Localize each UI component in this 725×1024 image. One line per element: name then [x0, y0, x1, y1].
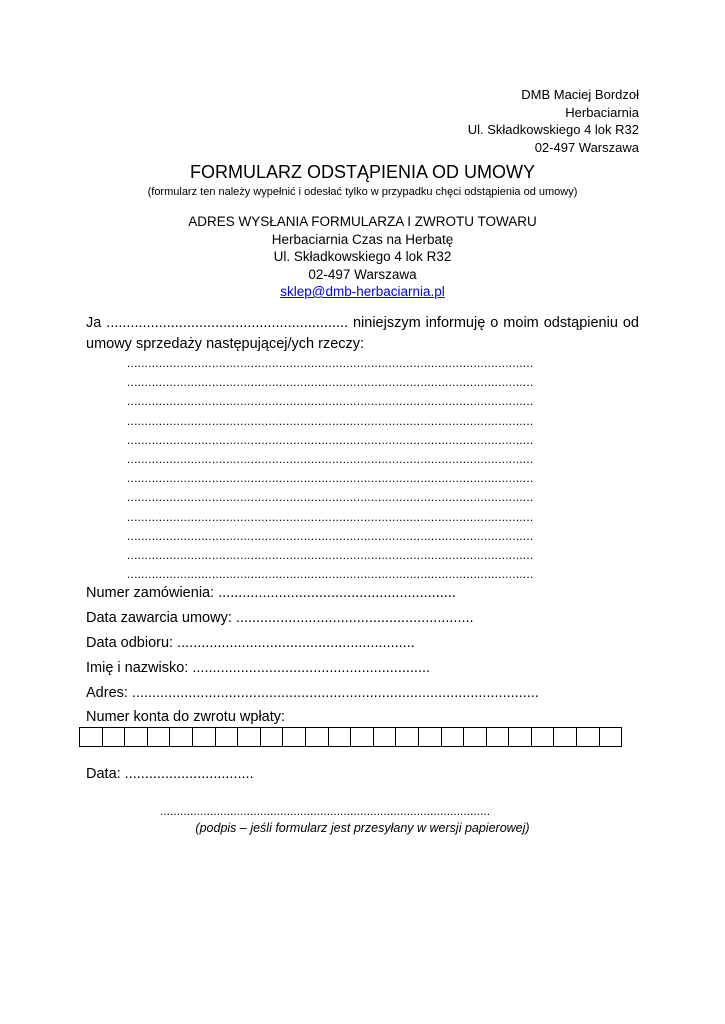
- item-line: ...................................................................................................................: [127, 451, 534, 466]
- signature-line: ...................................................................................................: [160, 804, 491, 818]
- item-line: ...................................................................................................................: [127, 471, 534, 486]
- account-digit-box: [396, 727, 419, 747]
- account-digit-box: [261, 727, 284, 747]
- account-digit-box: [125, 727, 148, 747]
- account-digit-box: [306, 727, 329, 747]
- item-line: ...................................................................................................................: [127, 356, 534, 370]
- sender-company: Herbaciarnia: [565, 104, 639, 120]
- item-line: ...................................................................................................................: [127, 490, 534, 505]
- full-name-field: Imię i nazwisko: ...........................................................: [86, 660, 431, 676]
- item-line: ...................................................................................................................: [127, 394, 534, 409]
- declaration-text: Ja ............................................................ niniejszym informuję o moim odstąpieniu od umowy sprzedaży następującej/ych rzeczy:: [86, 315, 639, 352]
- item-line: ...................................................................................................................: [127, 375, 534, 390]
- account-digit-box: [600, 727, 623, 747]
- sender-street: Ul. Składkowskiego 4 lok R32: [467, 122, 639, 137]
- account-digit-box: [148, 727, 171, 747]
- account-digit-box: [487, 727, 510, 747]
- shipping-email-link[interactable]: sklep@dmb-herbaciarnia.pl: [280, 284, 445, 299]
- shipping-heading: ADRES WYSŁANIA FORMULARZA I ZWROTU TOWARU: [188, 214, 537, 229]
- account-digit-box: [80, 727, 103, 747]
- pickup-date-field: Data odbioru: ...........................................................: [86, 635, 415, 651]
- item-line: ...................................................................................................................: [127, 547, 534, 562]
- account-digit-box: [509, 727, 532, 747]
- account-number-grid: [79, 727, 622, 747]
- address-field: Adres: .....................................................................................................: [86, 685, 539, 701]
- date-field: Data: ................................: [86, 766, 254, 782]
- shipping-name: Herbaciarnia Czas na Herbatę: [271, 231, 454, 247]
- form-subtitle: (formularz ten należy wypełnić i odesłać tylko w przypadku chęci odstąpienia od umowy): [147, 186, 578, 198]
- account-digit-box: [193, 727, 216, 747]
- account-number-label: Numer konta do zwrotu wpłaty:: [86, 709, 286, 725]
- account-digit-box: [374, 727, 397, 747]
- order-number-field: Numer zamówienia: ...........................................................: [86, 585, 456, 601]
- sender-address: [468, 86, 639, 156]
- item-line: ...................................................................................................................: [127, 509, 534, 524]
- account-digit-box: [351, 727, 374, 747]
- contract-date-field: Data zawarcia umowy: ...........................................................: [86, 610, 474, 626]
- form-title: FORMULARZ ODSTĄPIENIA OD UMOWY: [189, 162, 536, 182]
- account-digit-box: [170, 727, 193, 747]
- item-line: ...................................................................................................................: [127, 413, 534, 428]
- item-line: ...................................................................................................................: [127, 528, 534, 543]
- account-digit-box: [103, 727, 126, 747]
- item-line: ...................................................................................................................: [127, 567, 534, 582]
- account-digit-box: [442, 727, 465, 747]
- shipping-street: Ul. Składkowskiego 4 lok R32: [273, 249, 452, 264]
- sender-city: 02-497 Warszawa: [534, 139, 639, 155]
- account-digit-box: [329, 727, 352, 747]
- shipping-address: [0, 213, 725, 301]
- account-digit-box: [419, 727, 442, 747]
- sender-name: DMB Maciej Bordzoł: [521, 87, 639, 102]
- account-digit-box: [554, 727, 577, 747]
- account-digit-box: [577, 727, 600, 747]
- account-digit-box: [532, 727, 555, 747]
- shipping-city: 02-497 Warszawa: [308, 266, 417, 282]
- item-line: ...................................................................................................................: [127, 432, 534, 447]
- signature-caption: (podpis – jeśli formularz jest przesyłany w wersji papierowej): [195, 821, 530, 835]
- account-digit-box: [464, 727, 487, 747]
- item-lines: [127, 354, 533, 584]
- account-digit-box: [216, 727, 239, 747]
- account-digit-box: [283, 727, 306, 747]
- account-digit-box: [238, 727, 261, 747]
